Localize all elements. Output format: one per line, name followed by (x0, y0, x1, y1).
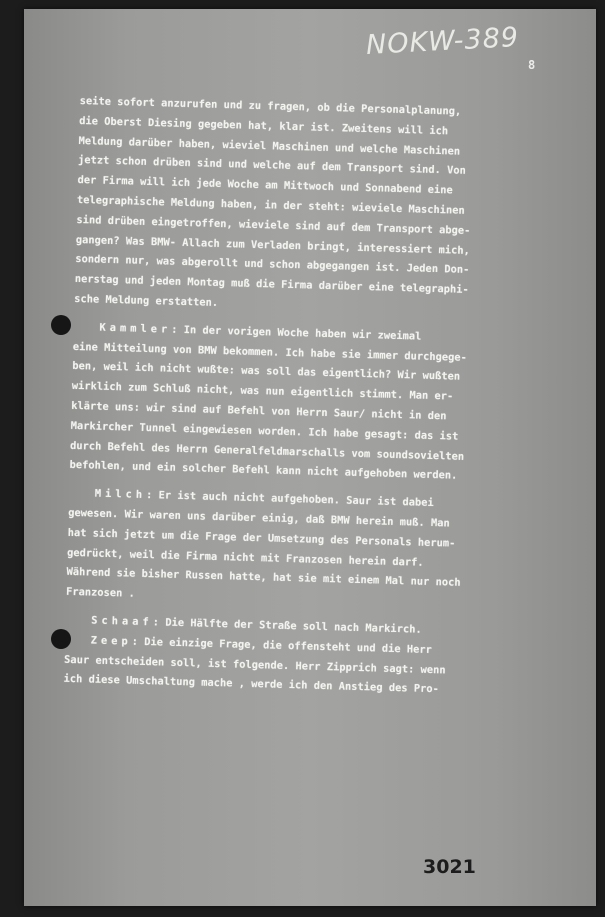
punch-hole-top (51, 315, 71, 335)
text-line: Franzosen . (65, 585, 136, 600)
text-line: der Firma will ich jede Woche am Mittwoch und Sonnabend eine (77, 174, 453, 197)
text-line: Meldung darüber haben, wieviel Maschinen und welche Maschinen (78, 134, 461, 158)
text-line: sondern nur, was abgerollt und schon abgegangen ist. Jeden Don- (75, 253, 470, 277)
speaker-name: Schaaf (91, 614, 153, 629)
text-line: gewesen. Wir waren uns darüber einig, daß BMW herein muß. Man (68, 506, 450, 530)
text-line: klärte uns: wir sind auf Befehl von Herrn Saur/ nicht in den (71, 399, 447, 423)
text-line: befohlen, und ein solcher Befehl kann nicht aufgehoben werden. (69, 459, 458, 483)
text-line: Während sie bisher Russen hatte, hat sie mit einem Mal nur noch (66, 566, 461, 590)
text-line: Markircher Tunnel eingewiesen worden. Ich habe gesagt: das ist (70, 419, 459, 443)
archive-stamp-number: 3021 (423, 856, 476, 878)
text-line: gangen? Was BMW- Allach zum Verladen bringt, interessiert mich, (75, 233, 471, 257)
speaker-name: Zeep (90, 634, 132, 648)
text-line: : In der vorigen Woche haben wir zweimal (171, 323, 422, 343)
text-line: nerstag und jeden Montag muß die Firma darüber eine telegraphi- (74, 273, 469, 297)
text-line: ich diese Umschaltung mache , werde ich den Anstieg des Pro- (63, 673, 439, 696)
text-line: telegraphische Meldung haben, in der steht: wieviele Maschinen (76, 193, 465, 217)
text-line: hat sich jetzt um die Frage der Umsetzung des Personals herum- (67, 526, 456, 550)
text-line: ben, weil ich nicht wußte: was soll das eigentlich? Wir wußten (72, 360, 461, 384)
text-line: wirklich zum Schluß nicht, was nun eigentlich stimmt. Man er- (71, 380, 454, 403)
text-line: eine Mitteilung von BMW bekommen. Ich habe sie immer durchgege- (72, 340, 468, 364)
transcript-body (63, 92, 566, 703)
speaker-name: Kammler (99, 321, 172, 336)
text-line: : Die Hälfte der Straße soll nach Markirch. (152, 616, 422, 636)
document-id-handwritten: NOKW-389 (365, 22, 520, 61)
text-line: : Die einzige Frage, die offensteht und die Herr (131, 635, 433, 656)
text-line: gedrückt, weil die Firma nicht mit Franzosen herein darf. (66, 546, 424, 569)
speaker-name: Milch (94, 487, 147, 502)
text-line: sind drüben eingetroffen, wieviele sind auf dem Transport abge- (76, 213, 471, 237)
text-line: : Er ist auch nicht aufgehoben. Saur ist dabei (145, 489, 434, 510)
text-line: jetzt schon drüben sind und welche auf dem Transport sind. Von (77, 154, 466, 178)
text-line: die Oberst Diesing gegeben hat, klar ist. Zweitens will ich (79, 114, 449, 138)
text-line: seite sofort anzurufen und zu fragen, ob die Personalplanung, (79, 94, 462, 118)
text-line: sche Meldung erstatten. (74, 292, 219, 309)
page-number: 8 (528, 58, 536, 72)
text-line: Saur entscheiden soll, ist folgende. Herr Zipprich sagt: wenn (63, 653, 446, 676)
text-line: durch Befehl des Herrn Generalfeldmarschalls vom soundsovielten (69, 439, 465, 463)
